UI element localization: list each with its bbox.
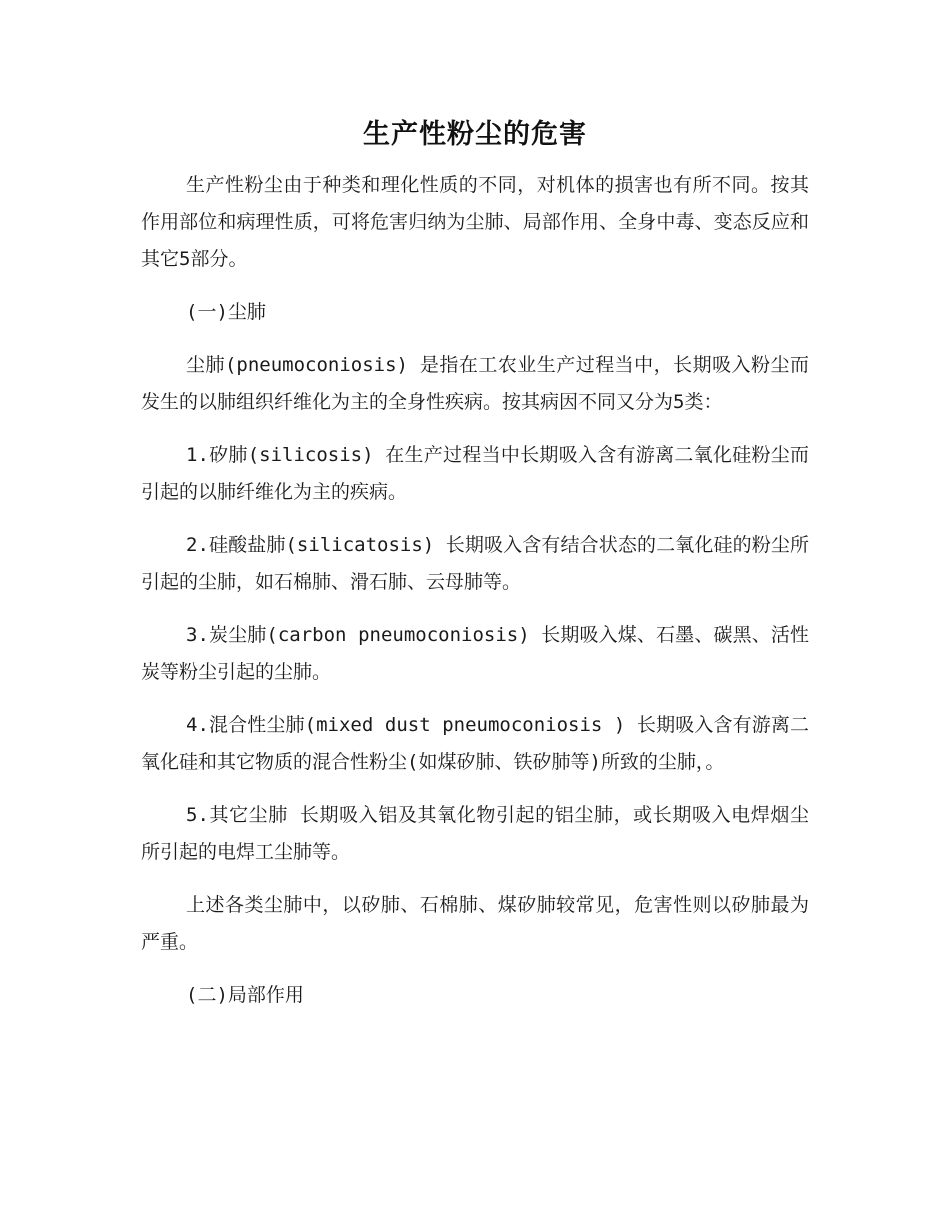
paragraph-summary: 上述各类尘肺中，以矽肺、石棉肺、煤矽肺较常见，危害性则以矽肺最为严重。 (141, 894, 809, 953)
list-item-silicatosis: 2.硅酸盐肺(silicatosis) 长期吸入含有结合状态的二氧化硅的粉尘所引起的尘肺，如石棉肺、滑石肺、云母肺等。 (141, 534, 809, 593)
list-item-mixed-dust-pneumoconiosis: 4.混合性尘肺(mixed dust pneumoconiosis ) 长期吸入含有游离二氧化硅和其它物质的混合性粉尘(如煤矽肺、铁矽肺等)所致的尘肺，。 (141, 714, 809, 773)
section-heading-pneumoconiosis: (一)尘肺 (186, 301, 266, 323)
document-title: 生产性粉尘的危害 (363, 119, 587, 150)
paragraph-intro: 生产性粉尘由于种类和理化性质的不同，对机体的损害也有所不同。按其作用部位和病理性质，可将危害归纳为尘肺、局部作用、全身中毒、变态反应和其它5部分。 (141, 174, 809, 270)
list-item-carbon-pneumoconiosis: 3.炭尘肺(carbon pneumoconiosis) 长期吸入煤、石墨、碳黑、活性炭等粉尘引起的尘肺。 (141, 624, 809, 683)
list-item-other-pneumoconiosis: 5.其它尘肺 长期吸入铝及其氧化物引起的铝尘肺，或长期吸入电焊烟尘所引起的电焊工尘肺等。 (141, 804, 809, 863)
list-item-silicosis: 1.矽肺(silicosis) 在生产过程当中长期吸入含有游离二氧化硅粉尘而引起的以肺纤维化为主的疾病。 (141, 444, 809, 503)
document-body (141, 167, 809, 1030)
section-heading-local-effects: (二)局部作用 (186, 984, 304, 1006)
paragraph-pneumoconiosis-definition: 尘肺(pneumoconiosis) 是指在工农业生产过程当中，长期吸入粉尘而发生的以肺组织纤维化为主的全身性疾病。按其病因不同又分为5类： (141, 354, 809, 413)
